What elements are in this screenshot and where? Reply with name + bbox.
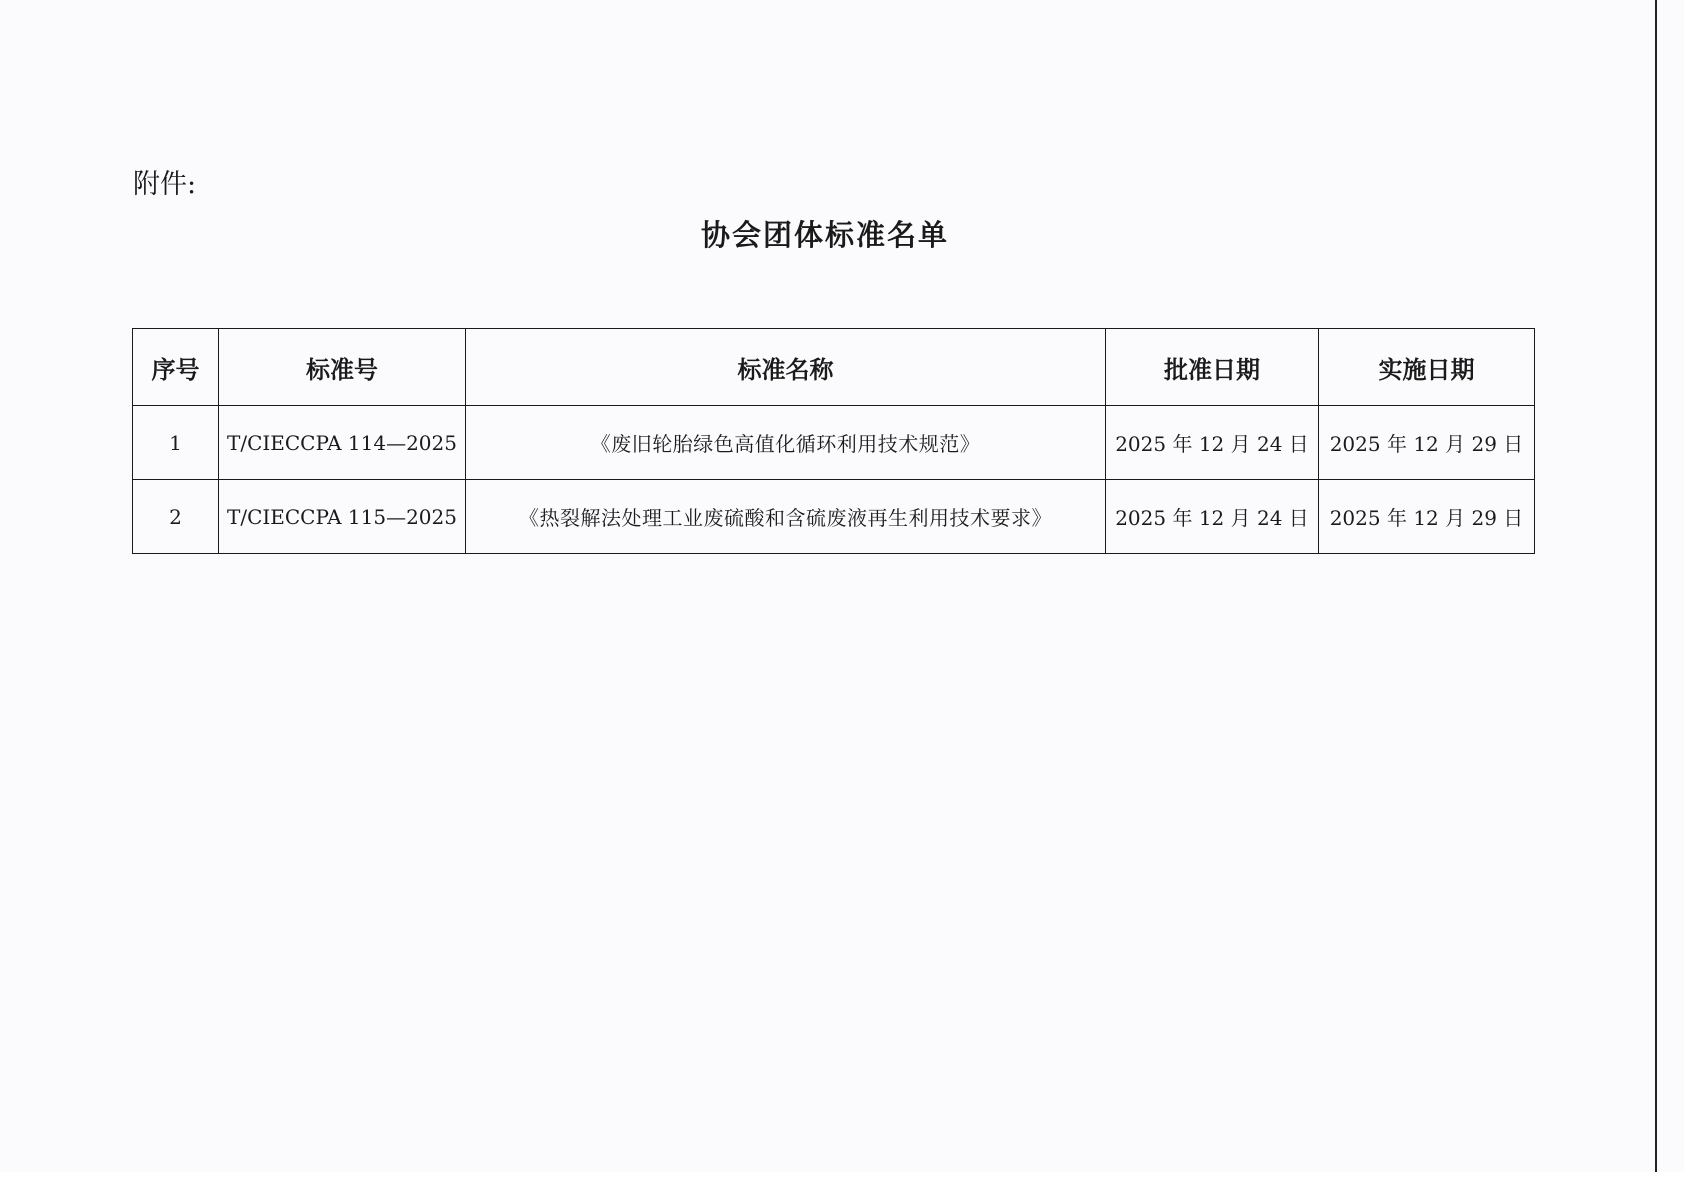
header-index: 序号 bbox=[133, 329, 219, 406]
row-code: T/CIECCPA 114—2025 bbox=[219, 406, 466, 480]
table-header-row bbox=[133, 329, 1535, 406]
row-name: 《废旧轮胎绿色高值化循环利用技术规范》 bbox=[466, 406, 1106, 480]
row-implementation-date: 2025 年 12 月 29 日 bbox=[1319, 406, 1535, 480]
row-code: T/CIECCPA 115—2025 bbox=[219, 480, 466, 554]
scan-edge-line bbox=[1655, 0, 1657, 1172]
row-implementation-date: 2025 年 12 月 29 日 bbox=[1319, 480, 1535, 554]
header-code: 标准号 bbox=[219, 329, 466, 406]
header-approval-date: 批准日期 bbox=[1106, 329, 1319, 406]
table-row bbox=[133, 480, 1535, 554]
standards-table bbox=[132, 328, 1535, 554]
document-title: 协会团体标准名单 bbox=[700, 218, 949, 252]
row-name: 《热裂解法处理工业废硫酸和含硫废液再生利用技术要求》 bbox=[466, 480, 1106, 554]
table-row bbox=[133, 406, 1535, 480]
header-name: 标准名称 bbox=[466, 329, 1106, 406]
row-approval-date: 2025 年 12 月 24 日 bbox=[1106, 406, 1319, 480]
row-approval-date: 2025 年 12 月 24 日 bbox=[1106, 480, 1319, 554]
header-implementation-date: 实施日期 bbox=[1319, 329, 1535, 406]
attachment-label: 附件: bbox=[133, 169, 197, 200]
row-index: 2 bbox=[133, 480, 219, 554]
row-index: 1 bbox=[133, 406, 219, 480]
scan-bottom-margin bbox=[0, 1172, 1684, 1190]
